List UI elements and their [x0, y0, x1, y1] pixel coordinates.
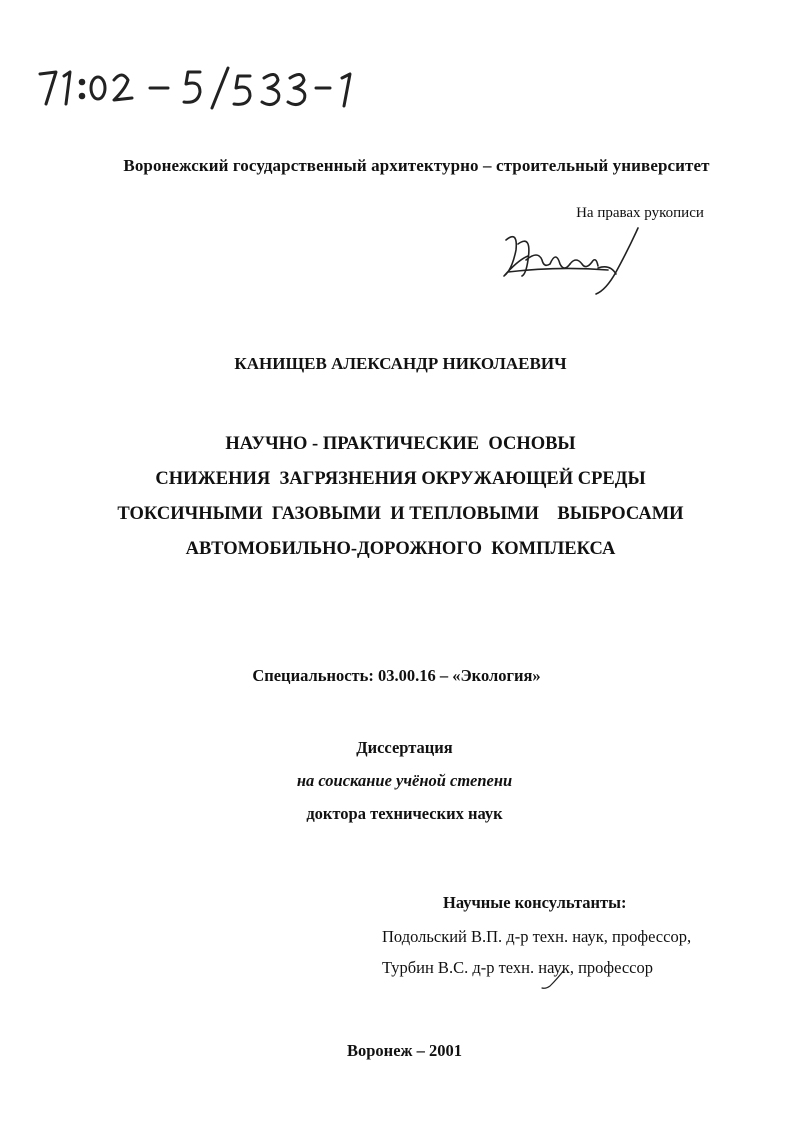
degree-statement — [0, 731, 793, 830]
handwritten-archive-code — [32, 62, 362, 112]
title-line: ТОКСИЧНЫМИ ГАЗОВЫМИ И ТЕПЛОВЫМИ ВЫБРОСАМИ — [117, 504, 684, 524]
handwritten-signature — [498, 220, 648, 300]
title-line: НАУЧНО - ПРАКТИЧЕСКИЕ ОСНОВЫ — [225, 434, 576, 454]
dissertation-title — [0, 427, 793, 567]
consultant-item: Подольский В.П. д-р техн. наук, профессор, — [382, 927, 692, 946]
consultants-heading: Научные консультанты: — [443, 893, 627, 912]
university-name: Воронежский государственный архитектурно – строительный университет — [123, 156, 710, 175]
consultant-item: Турбин В.С. д-р техн. наук, профессор — [382, 958, 653, 977]
author-name: КАНИЩЕВ АЛЕКСАНДР НИКОЛАЕВИЧ — [234, 354, 567, 373]
city-and-year: Воронеж – 2001 — [347, 1041, 462, 1060]
rights-note: На правах рукописи — [576, 205, 704, 221]
dissertation-label: Диссертация — [356, 738, 453, 757]
degree-purpose: на соискание учёной степени — [296, 771, 513, 790]
pen-mark — [540, 968, 570, 990]
title-line: СНИЖЕНИЯ ЗАГРЯЗНЕНИЯ ОКРУЖАЮЩЕЙ СРЕДЫ — [155, 469, 646, 489]
degree-name: доктора технических наук — [306, 804, 503, 823]
title-line: АВТОМОБИЛЬНО-ДОРОЖНОГО КОМПЛЕКСА — [185, 539, 616, 559]
specialty: Специальность: 03.00.16 – «Экология» — [252, 666, 541, 685]
